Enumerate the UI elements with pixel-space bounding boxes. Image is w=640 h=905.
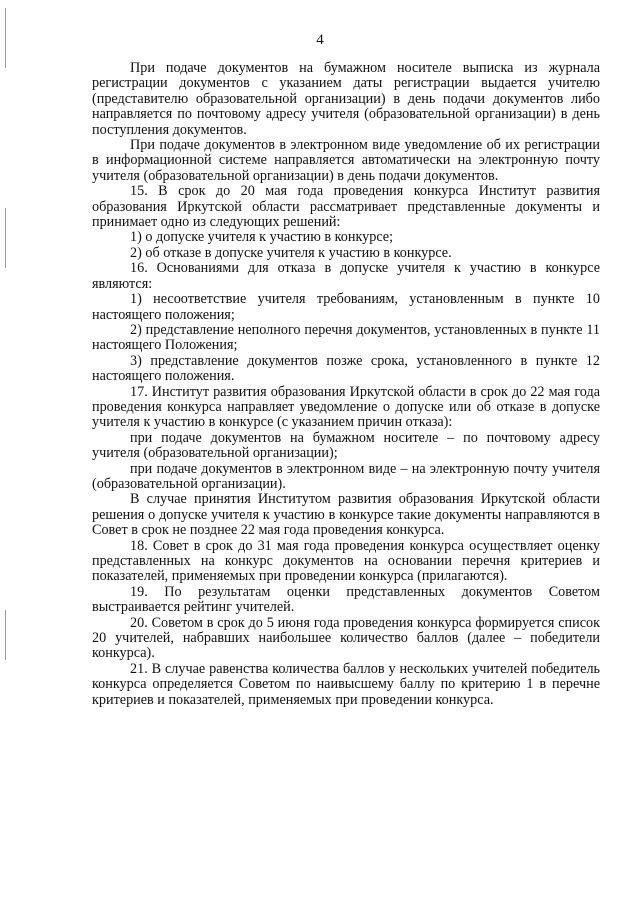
scan-mark [5, 208, 6, 268]
scan-margin-marks [5, 0, 9, 905]
paragraph: В случае принятия Институтом развития образования Иркутской области решения о допуске учителя к участию в конкурсе такие документы направляются в Совет в срок не позднее 22 мая года проведения конкурса. [92, 491, 600, 539]
paragraph: при подаче документов на бумажном носителе – по почтовому адресу учителя (образовательной организации); [92, 429, 600, 462]
paragraph: 16. Основаниями для отказа в допуске учителя к участию в конкурсе являются: [92, 260, 600, 292]
page-number: 4 [316, 32, 324, 48]
paragraph: При подаче документов на бумажном носителе выписка из журнала регистрации документов с указанием даты регистрации выдается учителю (представителю образовательной организации) в день подачи документов либо направляется по почтовому адресу учителя (образовательной организации) в день поступления документов. [92, 60, 600, 138]
paragraph: 21. В случае равенства количества баллов у нескольких учителей победитель конкурса определяется Советом по наивысшему баллу по критерию 1 в перечне критериев и показателей, применяемых при проведении конкурса. [92, 660, 600, 708]
paragraph: 19. По результатам оценки представленных документов Советом выстраивается рейтинг учителей. [92, 583, 600, 616]
paragraph: 3) представление документов позже срока, установленного в пункте 12 настоящего положения. [92, 352, 600, 385]
paragraph: 18. Совет в срок до 31 мая года проведения конкурса осуществляет оценку представленных на конкурс документов на основании перечня критериев и показателей, применяемых при проведении конкурса (прилагаются). [92, 537, 600, 585]
scan-mark [5, 610, 6, 660]
paragraph: при подаче документов в электронном виде – на электронную почту учителя (образовательной организации). [92, 460, 600, 492]
paragraph: 2) представление неполного перечня документов, установленных в пункте 11 настоящего Положения; [92, 321, 600, 354]
paragraph: При подаче документов в электронном виде уведомление об их регистрации в информационной системе направляется автоматически на электронную почту учителя (образовательной организации) в день подачи документов. [92, 137, 600, 184]
document-body [92, 61, 600, 708]
paragraph: 17. Институт развития образования Иркутской области в срок до 22 мая года проведения конкурса направляет уведомление о допуске или об отказе в допуске учителя к участию в конкурсе (с указанием причин отказа): [92, 383, 600, 431]
paragraph: 1) о допуске учителя к участию в конкурсе; [130, 229, 394, 246]
paragraph: 2) об отказе в допуске учителя к участию в конкурсе. [130, 244, 452, 261]
paragraph: 1) несоответствие учителя требованиям, установленным в пункте 10 настоящего положения; [92, 291, 600, 323]
paragraph: 20. Советом в срок до 5 июня года проведения конкурса формируется список 20 учителей, набравших наибольшее количество баллов (далее – победители конкурса). [92, 614, 600, 662]
paragraph: 15. В срок до 20 мая года проведения конкурса Институт развития образования Иркутской области рассматривает представленные документы и принимает одно из следующих решений: [92, 183, 600, 231]
